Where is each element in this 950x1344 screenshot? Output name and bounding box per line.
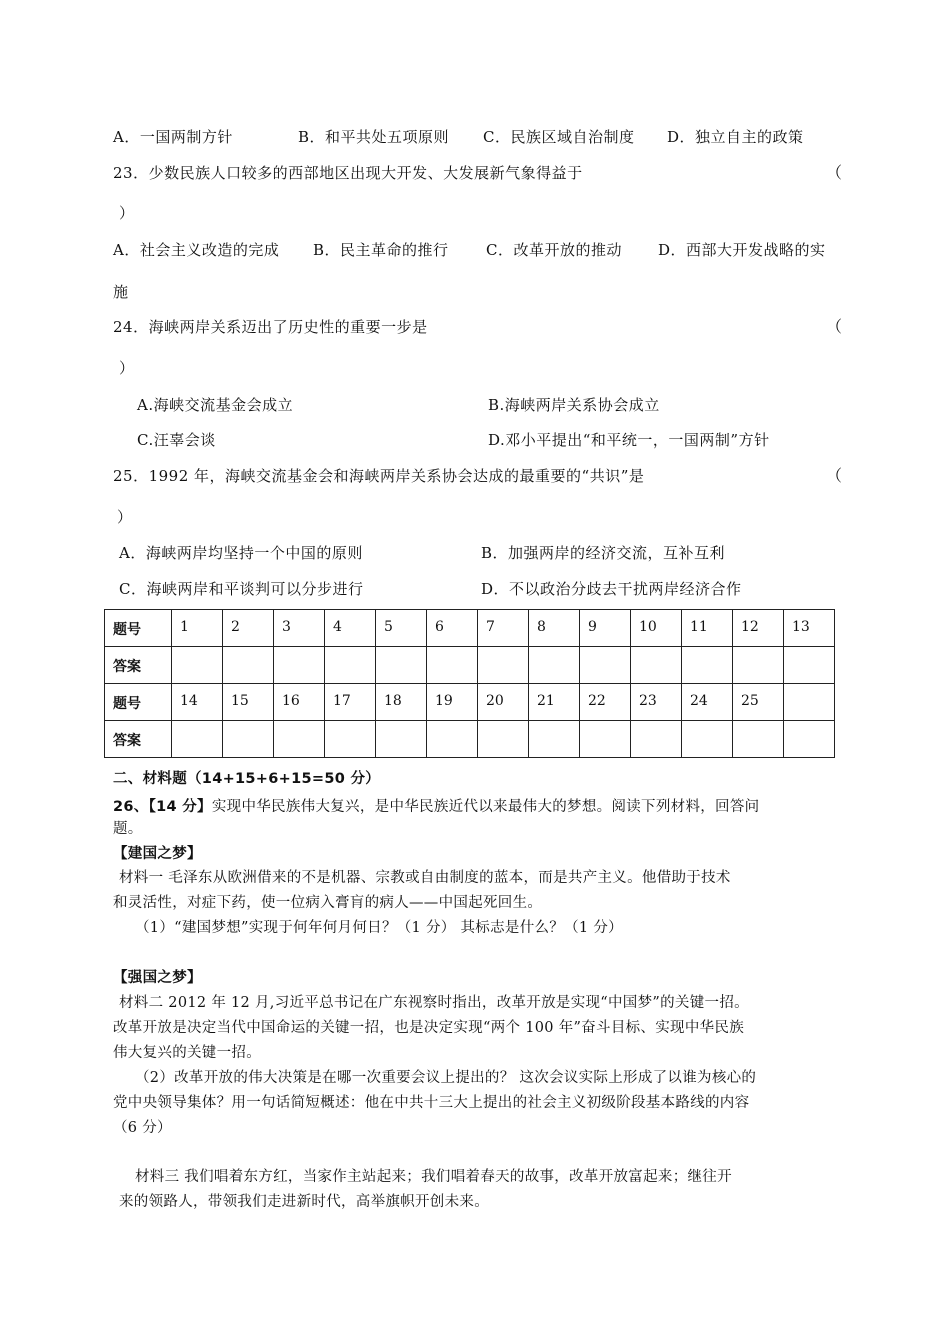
table-cell-number: 21: [529, 684, 580, 721]
table-cell-number: 5: [376, 610, 427, 647]
section2-title: 二、材料题（14+15+6+15=50 分）: [113, 771, 381, 787]
q22-option-b: B．和平共处五项原则: [298, 128, 450, 146]
answer-cell[interactable]: [529, 721, 580, 758]
q22-option-a: A．一国两制方针: [113, 128, 233, 146]
question-1: （1）“建国梦想”实现于何年何月何日？（1 分） 其标志是什么？（1 分）: [135, 920, 623, 936]
question-2-line3: （6 分）: [113, 1120, 172, 1136]
answer-cell[interactable]: [172, 647, 223, 684]
table-cell-number: 12: [733, 610, 784, 647]
q23-option-b: B．民主革命的推行: [313, 241, 449, 259]
q25-paren-open: （: [826, 466, 843, 485]
answer-cell[interactable]: [529, 647, 580, 684]
q23-option-d-wrap: 施: [113, 283, 129, 301]
answer-cell[interactable]: [682, 647, 733, 684]
q24-paren-open: （: [826, 317, 843, 336]
table-cell-number: 7: [478, 610, 529, 647]
q24-option-c: C.汪辜会谈: [137, 431, 216, 449]
answer-cell[interactable]: [274, 647, 325, 684]
table-cell-number: 10: [631, 610, 682, 647]
answer-cell[interactable]: [784, 647, 835, 684]
answer-cell[interactable]: [427, 647, 478, 684]
table-cell-number: 24: [682, 684, 733, 721]
answer-cell[interactable]: [682, 721, 733, 758]
table-cell-number: 16: [274, 684, 325, 721]
answer-cell[interactable]: [733, 647, 784, 684]
answer-cell[interactable]: [580, 647, 631, 684]
q25-option-c: C．海峡两岸和平谈判可以分步进行: [119, 580, 364, 598]
q24-option-b: B.海峡两岸关系协会成立: [488, 396, 660, 414]
table-cell-number: 3: [274, 610, 325, 647]
q24-stem: 24．海峡两岸关系迈出了历史性的重要一步是: [113, 318, 428, 336]
table-cell-number: 8: [529, 610, 580, 647]
question-2-line1: （2）改革开放的伟大决策是在哪一次重要会议上提出的？ 这次会议实际上形成了以谁为核心的: [135, 1070, 757, 1086]
q24-option-a: A.海峡交流基金会成立: [137, 396, 294, 414]
table-header-number: 题号: [105, 610, 172, 647]
dream1-title: 【建国之梦】: [113, 846, 202, 862]
q26-prefix: 26、【14 分】: [113, 799, 212, 815]
q23-option-d: D．西部大开发战略的实: [658, 241, 826, 259]
table-header-answer: 答案: [105, 647, 172, 684]
answer-cell[interactable]: [325, 721, 376, 758]
answer-cell[interactable]: [223, 647, 274, 684]
table-cell-number: 23: [631, 684, 682, 721]
table-cell-number: 18: [376, 684, 427, 721]
answer-cell[interactable]: [223, 721, 274, 758]
answer-cell[interactable]: [376, 721, 427, 758]
material1-line1: 材料一 毛泽东从欧洲借来的不是机器、宗教或自由制度的蓝本，而是共产主义。他借助于技术: [119, 870, 731, 886]
material2-line3: 伟大复兴的关键一招。: [113, 1045, 261, 1061]
table-header-answer: 答案: [105, 721, 172, 758]
table-row-numbers-2: [105, 684, 835, 721]
answer-cell[interactable]: [172, 721, 223, 758]
table-cell-number: 11: [682, 610, 733, 647]
answer-table: [104, 609, 835, 758]
q25-option-b: B．加强两岸的经济交流，互补互利: [481, 544, 726, 562]
answer-cell[interactable]: [580, 721, 631, 758]
q22-option-c: C．民族区域自治制度: [483, 128, 635, 146]
table-header-number: 题号: [105, 684, 172, 721]
q22-option-d: D．独立自主的政策: [667, 128, 804, 146]
dream2-title: 【强国之梦】: [113, 970, 202, 986]
material2-line1: 材料二 2012 年 12 月,习近平总书记在广东视察时指出，改革开放是实现“中国梦”的关键一招。: [119, 995, 749, 1011]
answer-cell[interactable]: [784, 721, 835, 758]
material1-line2: 和灵活性，对症下药，使一位病入膏肓的病人——中国起死回生。: [113, 895, 543, 911]
material3-line1: 材料三 我们唱着东方红，当家作主站起来；我们唱着春天的故事，改革开放富起来；继往开: [135, 1169, 732, 1185]
table-cell-number: 4: [325, 610, 376, 647]
q23-option-c: C．改革开放的推动: [486, 241, 622, 259]
answer-cell[interactable]: [631, 721, 682, 758]
table-cell-number: [784, 684, 835, 721]
q24-paren-close: ）: [119, 359, 135, 377]
answer-cell[interactable]: [376, 647, 427, 684]
q26-line1: [113, 797, 759, 817]
q23-paren-open: （: [826, 163, 843, 182]
answer-cell[interactable]: [325, 647, 376, 684]
table-cell-number: 25: [733, 684, 784, 721]
q24-option-d: D.邓小平提出“和平统一，一国两制”方针: [488, 431, 770, 449]
table-row-numbers-1: [105, 610, 835, 647]
question-2-line2: 党中央领导集体？用一句话简短概述：他在中共十三大上提出的社会主义初级阶段基本路线的内容: [113, 1095, 750, 1111]
answer-cell[interactable]: [427, 721, 478, 758]
table-cell-number: 9: [580, 610, 631, 647]
table-cell-number: 13: [784, 610, 835, 647]
table-cell-number: 17: [325, 684, 376, 721]
q26-line2: 题。: [113, 821, 143, 837]
material3-line2: 来的领路人，带领我们走进新时代，高举旗帜开创未来。: [119, 1194, 489, 1210]
table-cell-number: 22: [580, 684, 631, 721]
table-cell-number: 20: [478, 684, 529, 721]
q23-stem: 23．少数民族人口较多的西部地区出现大开发、大发展新气象得益于: [113, 164, 583, 182]
answer-cell[interactable]: [478, 721, 529, 758]
q25-option-a: A．海峡两岸均坚持一个中国的原则: [119, 544, 363, 562]
answer-cell[interactable]: [631, 647, 682, 684]
q25-stem: 25．1992 年，海峡交流基金会和海峡两岸关系协会达成的最重要的“共识”是: [113, 467, 645, 485]
q23-option-a: A．社会主义改造的完成: [113, 241, 280, 259]
table-cell-number: 19: [427, 684, 478, 721]
table-cell-number: 14: [172, 684, 223, 721]
table-row-answers-2: [105, 721, 835, 758]
answer-cell[interactable]: [478, 647, 529, 684]
q25-paren-close: ）: [117, 508, 133, 526]
q23-paren-close: ）: [119, 204, 135, 222]
table-cell-number: 15: [223, 684, 274, 721]
answer-cell[interactable]: [274, 721, 325, 758]
table-cell-number: 6: [427, 610, 478, 647]
q25-option-d: D．不以政治分歧去干扰两岸经济合作: [481, 580, 742, 598]
table-row-answers-1: [105, 647, 835, 684]
table-cell-number: 1: [172, 610, 223, 647]
q26-text: 实现中华民族伟大复兴，是中华民族近代以来最伟大的梦想。阅读下列材料，回答问: [211, 799, 760, 815]
table-cell-number: 2: [223, 610, 274, 647]
material2-line2: 改革开放是决定当代中国命运的关键一招，也是决定实现“两个 100 年”奋斗目标、实现中华民族: [113, 1020, 745, 1036]
answer-cell[interactable]: [733, 721, 784, 758]
